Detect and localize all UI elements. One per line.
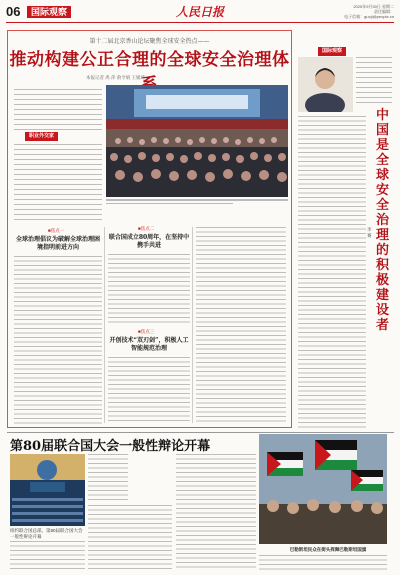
column-divider: [104, 227, 105, 423]
section-rule: [7, 432, 394, 433]
unga-text-2: [176, 454, 256, 571]
forum-photo-caption: [106, 199, 288, 219]
right-column-tag[interactable]: 国际观察: [318, 47, 346, 56]
commentary-author: 李赛: [367, 227, 372, 238]
focus-two-title[interactable]: 联合国成立80周年，在坚持中携手共进: [108, 234, 190, 249]
focus-one-title[interactable]: 全球治理倡议为破解全球治理困境指明前进方向: [15, 236, 100, 251]
unga-text-1: [88, 505, 172, 571]
column-divider: [192, 227, 193, 423]
unga-headline[interactable]: 第80届联合国大会一般性辩论开幕: [10, 439, 211, 454]
flags-photo-caption: 巴勒斯坦民众在街头挥舞巴勒斯坦国旗: [289, 547, 367, 552]
masthead-rule: [6, 22, 394, 23]
intro-text-2: [14, 144, 102, 222]
masthead: [6, 4, 394, 20]
unga-intro: [88, 454, 128, 502]
publication-info: 2025年9月30日 星期二 责任编辑： 电子信箱：guoji@people.cn: [344, 4, 394, 19]
unga-photo-caption: 纽约联合国总部，第80届联合国大会一般性辩论开幕: [10, 528, 83, 539]
commentary-title[interactable]: 中国是全球安全治理的积极建设者: [375, 108, 389, 333]
lead-kicker: 第十二届北京香山论坛聚焦全球安全热点——: [89, 38, 210, 45]
focus-one-text: [14, 256, 102, 424]
forum-photo[interactable]: [106, 85, 288, 197]
focus-two-text: [108, 254, 190, 324]
intro-tag: 职业外交家: [25, 132, 58, 141]
commentary-photo: [298, 57, 353, 112]
commentary-text-top: [356, 57, 392, 107]
commentary-text: [298, 116, 366, 428]
intro-text: [14, 89, 102, 131]
unga-hall-photo[interactable]: [10, 454, 85, 526]
focus-three-text: [108, 357, 190, 423]
focus-three-title[interactable]: 开创技术“双刃剑”，积极人工智能规范治理: [109, 337, 189, 352]
lead-byline: 本报记者 禹 萍 俞令娟 王媛琦: [86, 75, 145, 80]
lead-headline[interactable]: 推动构建公正合理的全球安全治理体: [9, 50, 290, 70]
focus-one-tag: ■焦点一: [48, 228, 65, 233]
unga-text-left: [10, 541, 85, 571]
unga-text-right: [259, 555, 387, 571]
lead-story[interactable]: [7, 30, 292, 428]
paper-logo: 人民日报: [176, 5, 225, 19]
focus-two-tag: ■焦点二: [138, 226, 155, 231]
lead-text-right: [196, 227, 286, 423]
page-number: 06: [6, 4, 21, 19]
focus-three-tag: ■焦点三: [138, 329, 155, 334]
section-tag[interactable]: 国际观察: [27, 6, 71, 18]
palestine-flags-photo[interactable]: [259, 434, 387, 544]
